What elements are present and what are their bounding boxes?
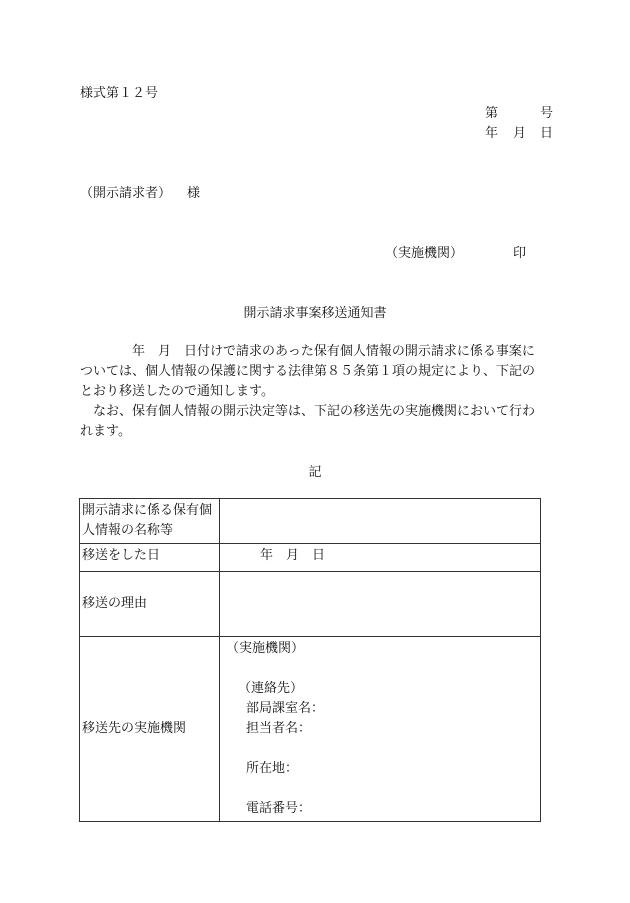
requester-honorific: 様: [187, 186, 201, 201]
body-line: なお、保有個人情報の開示決定等は、下記の移送先の実施機関において行わ: [80, 404, 536, 419]
contact-heading: （連絡先）: [238, 681, 304, 696]
transfer-date-label: 移送をした日: [80, 544, 220, 572]
table-row: [80, 544, 541, 572]
department-field: 部局課室名：: [246, 701, 325, 716]
date-year-label: 年: [485, 126, 499, 141]
transfer-date-value: [220, 544, 541, 572]
requester-label: （開示請求者）: [80, 186, 172, 201]
transfer-reason-value: [220, 572, 541, 637]
person-in-charge-field: 担当者名：: [246, 721, 312, 736]
destination-agency-name: （実施機関）: [226, 641, 305, 656]
form-number: 様式第１２号: [80, 86, 159, 101]
ki-heading: 記: [308, 465, 322, 480]
date-day-label: 日: [540, 126, 554, 141]
destination-agency-label: 移送先の実施機関: [80, 637, 220, 822]
phone-field: 電話番号：: [246, 801, 312, 816]
table-row: [80, 499, 541, 544]
info-name-value: [220, 499, 541, 544]
body-line: ついては、個人情報の保護に関する法律第８５条第１項の規定により、下記の: [80, 364, 536, 379]
transfer-date-text: 年 月 日: [260, 548, 326, 563]
seal-mark: 印: [513, 246, 527, 261]
body-line: 年 月 日付けで請求のあった保有個人情報の開示請求に係る事案に: [80, 344, 535, 359]
transfer-details-table: [79, 498, 541, 822]
transfer-reason-label: 移送の理由: [80, 572, 220, 637]
reference-number-label: 第: [485, 106, 499, 121]
body-line: れます。: [80, 424, 131, 439]
sender-agency-label: （実施機関）: [385, 246, 464, 261]
address-field: 所在地：: [246, 761, 299, 776]
info-name-label: 開示請求に係る保有個人情報の名称等: [80, 499, 220, 544]
reference-number-suffix: 号: [540, 106, 554, 121]
notice-body: [80, 342, 555, 442]
document-title: 開示請求事案移送通知書: [243, 306, 387, 321]
destination-agency-details: [220, 637, 541, 822]
table-row: [80, 572, 541, 637]
table-row: [80, 637, 541, 822]
date-month-label: 月: [513, 126, 527, 141]
body-line: とおり移送したので通知します。: [80, 384, 274, 399]
